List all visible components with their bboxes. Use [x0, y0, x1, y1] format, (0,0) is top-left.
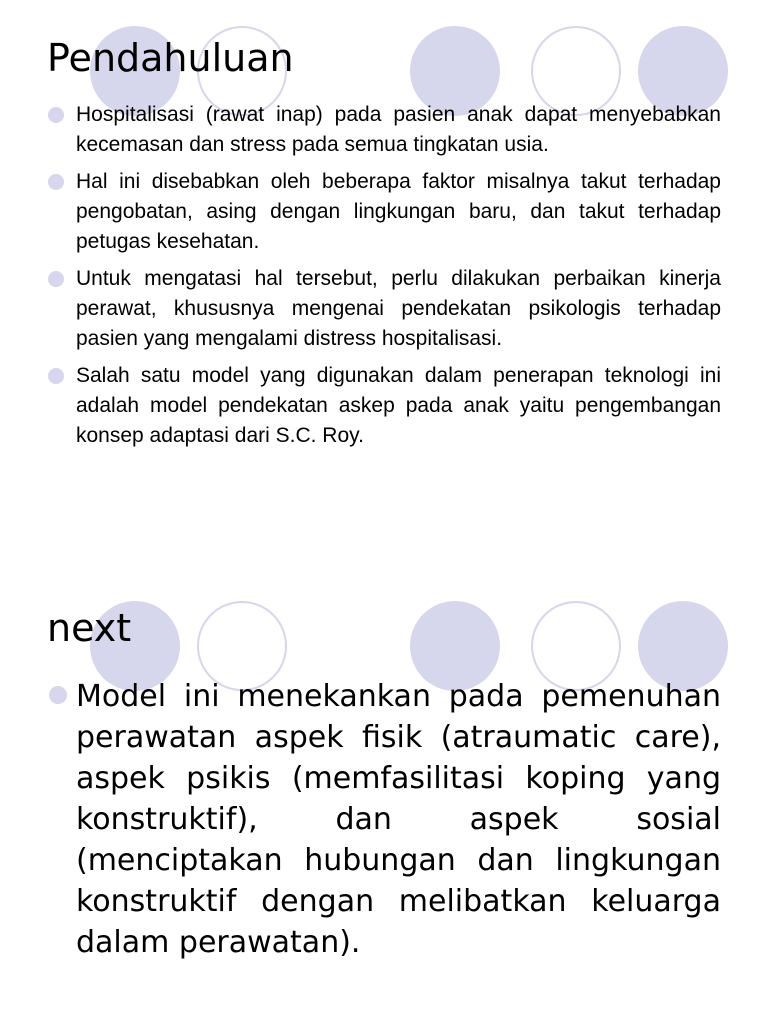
bullet-list	[0, 676, 768, 970]
bullet-text: Salah satu model yang digunakan dalam penerapan teknologi ini adalah model pendekatan askep pada anak yaitu pengembangan konsep adaptasi dari S.C. Roy.	[76, 364, 721, 447]
bullet-text: Untuk mengatasi hal tersebut, perlu dilakukan perbaikan kinerja perawat, khususnya mengenai pendekatan psikologis terhadap pasien yang mengalami distress hospitalisasi.	[76, 267, 721, 350]
slide-title: next	[47, 606, 132, 650]
slide-title: Pendahuluan	[47, 36, 294, 80]
bullet-text: Model ini menekankan pada pemenuhan perawatan aspek fisik (atraumatic care), aspek psikis (memfasilitasi koping yang konstruktif), dan aspek sosial (menciptakan hubungan dan lingkungan konstruktif dengan melibatkan keluarga dalam perawatan).	[76, 679, 721, 960]
bullet-text: Hospitalisasi (rawat inap) pada pasien anak dapat menyebabkan kecemasan dan stress pada semua tingkatan usia.	[76, 103, 721, 156]
bullet-item	[76, 676, 721, 963]
bullet-text: Hal ini disebabkan oleh beberapa faktor misalnya takut terhadap pengobatan, asing dengan lingkungan baru, dan takut terhadap petugas kesehatan.	[76, 170, 721, 253]
bullet-dot-icon	[49, 686, 67, 704]
